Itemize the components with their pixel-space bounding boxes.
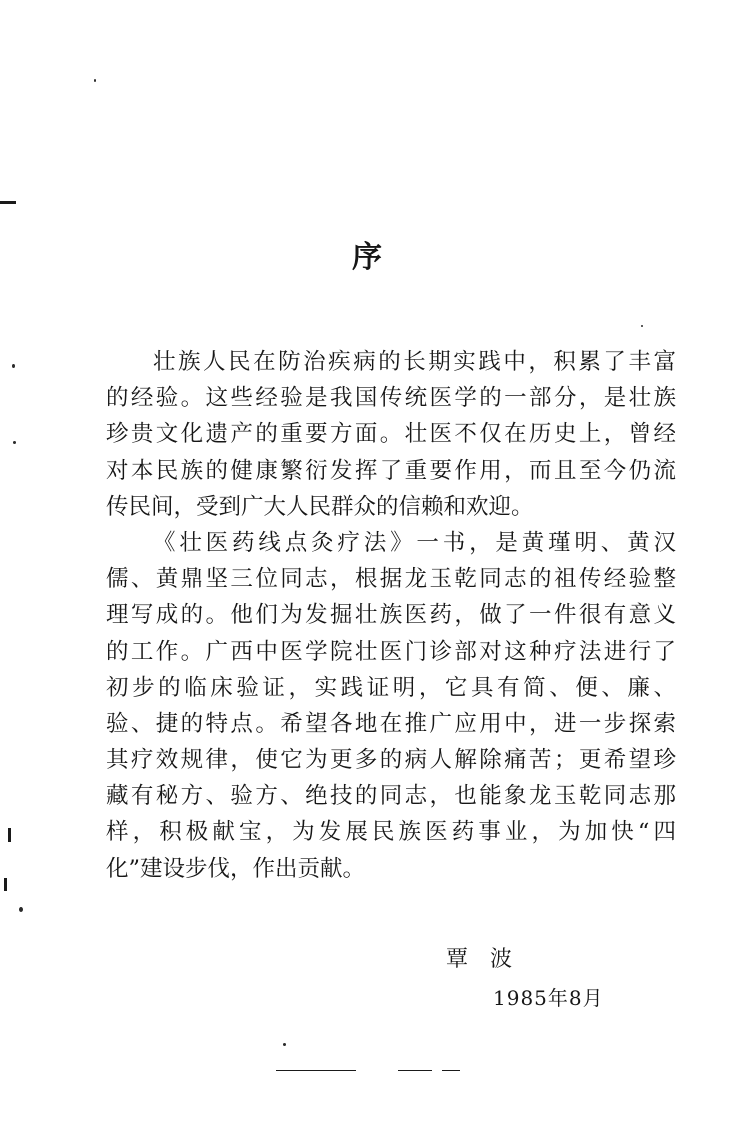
text-line: 理写成的。他们为发掘壮族医药，做了一件很有意义: [106, 602, 676, 629]
text-line: 化”建设步伐，作出贡献。: [106, 855, 366, 882]
text-line: 儒、黄鼎坚三位同志，根据龙玉乾同志的祖传经验整: [106, 566, 676, 593]
scan-speck: [12, 364, 15, 368]
paragraph: [106, 525, 676, 887]
paragraph: [106, 344, 676, 525]
scan-speck: [13, 441, 16, 444]
margin-mark-top: [0, 201, 16, 204]
scan-line: [276, 1070, 356, 1071]
margin-mark: [4, 878, 7, 891]
text-line: 对本民族的健康繁衍发挥了重要作用，而且至今仍流: [106, 457, 676, 484]
text-line: 初步的临床验证，实践证明，它具有简、便、廉、: [106, 674, 676, 701]
text-line: 的经验。这些经验是我国传统医学的一部分，是壮族: [106, 385, 676, 412]
text-line: 珍贵文化遗产的重要方面。壮医不仅在历史上，曾经: [106, 421, 676, 448]
text-line: 的工作。广西中医学院壮医门诊部对这种疗法进行了: [106, 638, 676, 665]
scan-speck: [94, 79, 96, 82]
text-line: 壮族人民在防治疾病的长期实践中，积累了丰富: [153, 349, 676, 375]
text-line: 样，积极献宝，为发展民族医药事业，为加快“四: [106, 819, 676, 846]
text-line: 藏有秘方、验方、绝技的同志，也能象龙玉乾同志那: [106, 783, 676, 810]
text-line: 其疗效规律，使它为更多的病人解除痛苦；更希望珍: [106, 747, 676, 774]
signature-date: 1985年8月: [493, 986, 604, 1010]
signature-name: 覃波: [446, 947, 535, 972]
scan-speck: [283, 1043, 286, 1046]
text-line: 验、捷的特点。希望各地在推广应用中，进一步探索: [106, 710, 676, 737]
scan-line: [398, 1070, 432, 1071]
margin-mark: [8, 828, 11, 842]
page-title: 序: [352, 240, 384, 275]
text-line: 传民间，受到广大人民群众的信赖和欢迎。: [106, 493, 534, 520]
text-line: 《壮医药线点灸疗法》一书，是黄瑾明、黄汉: [153, 529, 676, 556]
scan-line: [442, 1070, 460, 1071]
scan-speck: [641, 325, 643, 327]
scan-speck: [19, 907, 23, 912]
preface-body: [106, 344, 676, 887]
